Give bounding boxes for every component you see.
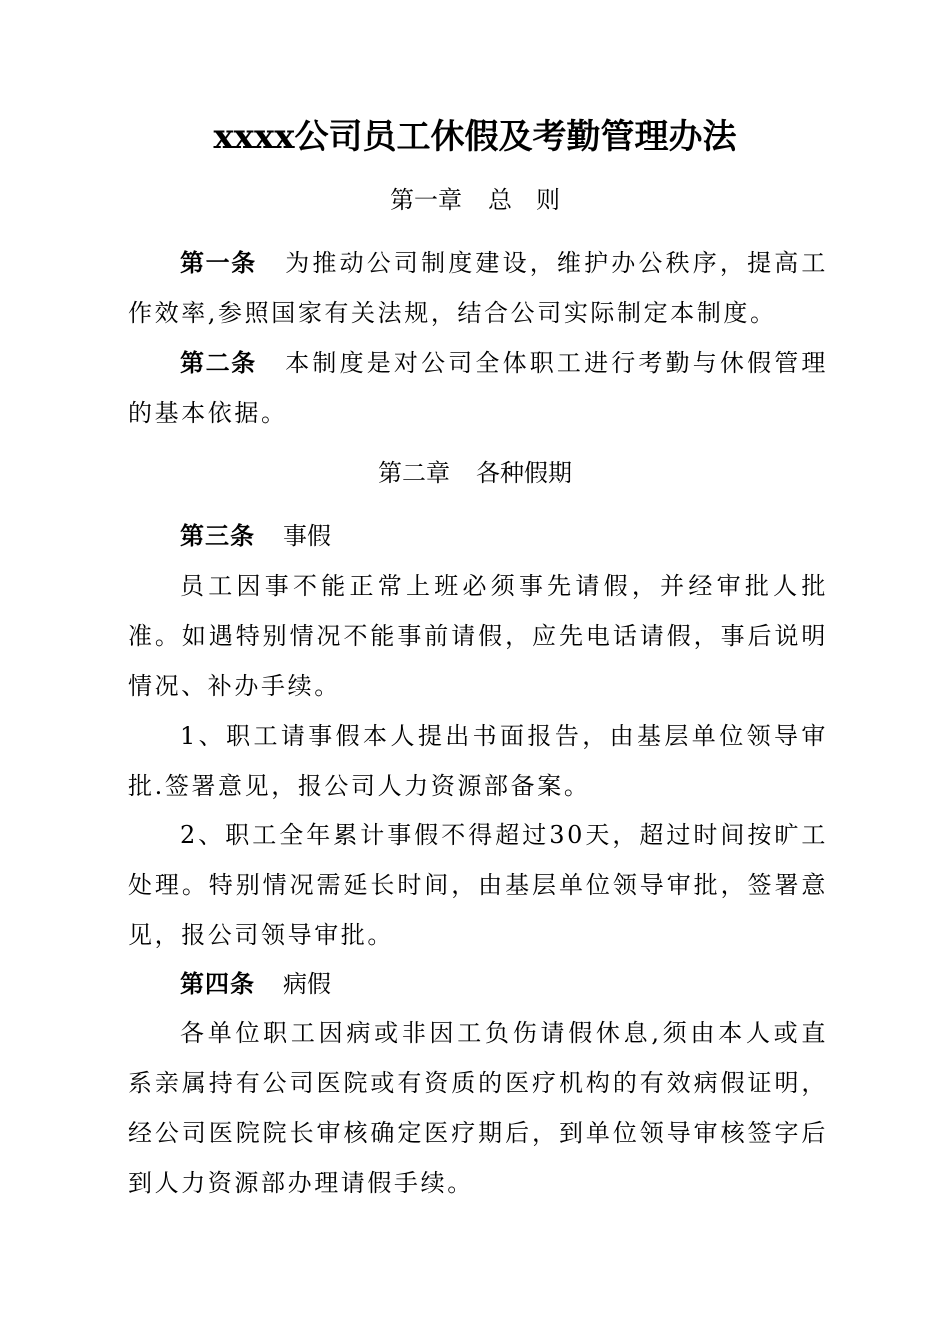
document-title: xxxx公司员工休假及考勤管理办法 — [213, 117, 737, 157]
chapter-1-number: 第一章 — [390, 186, 462, 214]
article-4-label: 第四条 — [180, 970, 255, 998]
chapter-2-name: 各种假期 — [476, 459, 572, 487]
article-1 — [128, 238, 828, 338]
article-4-paragraph-1: 各单位职工因病或非因工负伤请假休息,须由本人或直系亲属持有公司医院或有资质的医疗机构的有效病假证明，经公司医院院长审核确定医疗期后，到单位领导审核签字后到人力资源部办理请假手续。 — [128, 1019, 828, 1197]
article-3-paragraph-2: 1、职工请事假本人提出书面报告，由基层单位领导审批.签署意见，报公司人力资源部备案。 — [128, 722, 828, 800]
article-3-topic: 事假 — [283, 522, 331, 550]
article-2-text: 本制度是对公司全体职工进行考勤与休假管理的基本依据。 — [128, 349, 829, 427]
article-3-label: 第三条 — [180, 522, 255, 550]
chapter-2-number: 第二章 — [378, 459, 450, 487]
article-3-heading — [180, 518, 331, 554]
article-3-paragraph-3: 2、职工全年累计事假不得超过30天，超过时间按旷工处理。特别情况需延长时间，由基层单位领导审批，签署意见，报公司领导审批。 — [128, 821, 828, 949]
article-2-label: 第二条 — [180, 349, 257, 377]
chapter-2-heading — [0, 455, 950, 491]
article-1-label: 第一条 — [180, 249, 257, 277]
chapter-1-heading — [0, 182, 950, 218]
chapter-1-name: 总 则 — [488, 186, 560, 214]
article-1-text: 为推动公司制度建设，维护办公秩序，提高工作效率,参照国家有关法规，结合公司实际制定本制度。 — [128, 249, 829, 327]
article-2 — [128, 338, 828, 438]
article-3-paragraph-1: 员工因事不能正常上班必须事先请假，并经审批人批准。如遇特别情况不能事前请假，应先电话请假，事后说明情况、补办手续。 — [128, 572, 828, 700]
article-4-topic: 病假 — [283, 970, 331, 998]
article-4-heading — [180, 966, 331, 1002]
